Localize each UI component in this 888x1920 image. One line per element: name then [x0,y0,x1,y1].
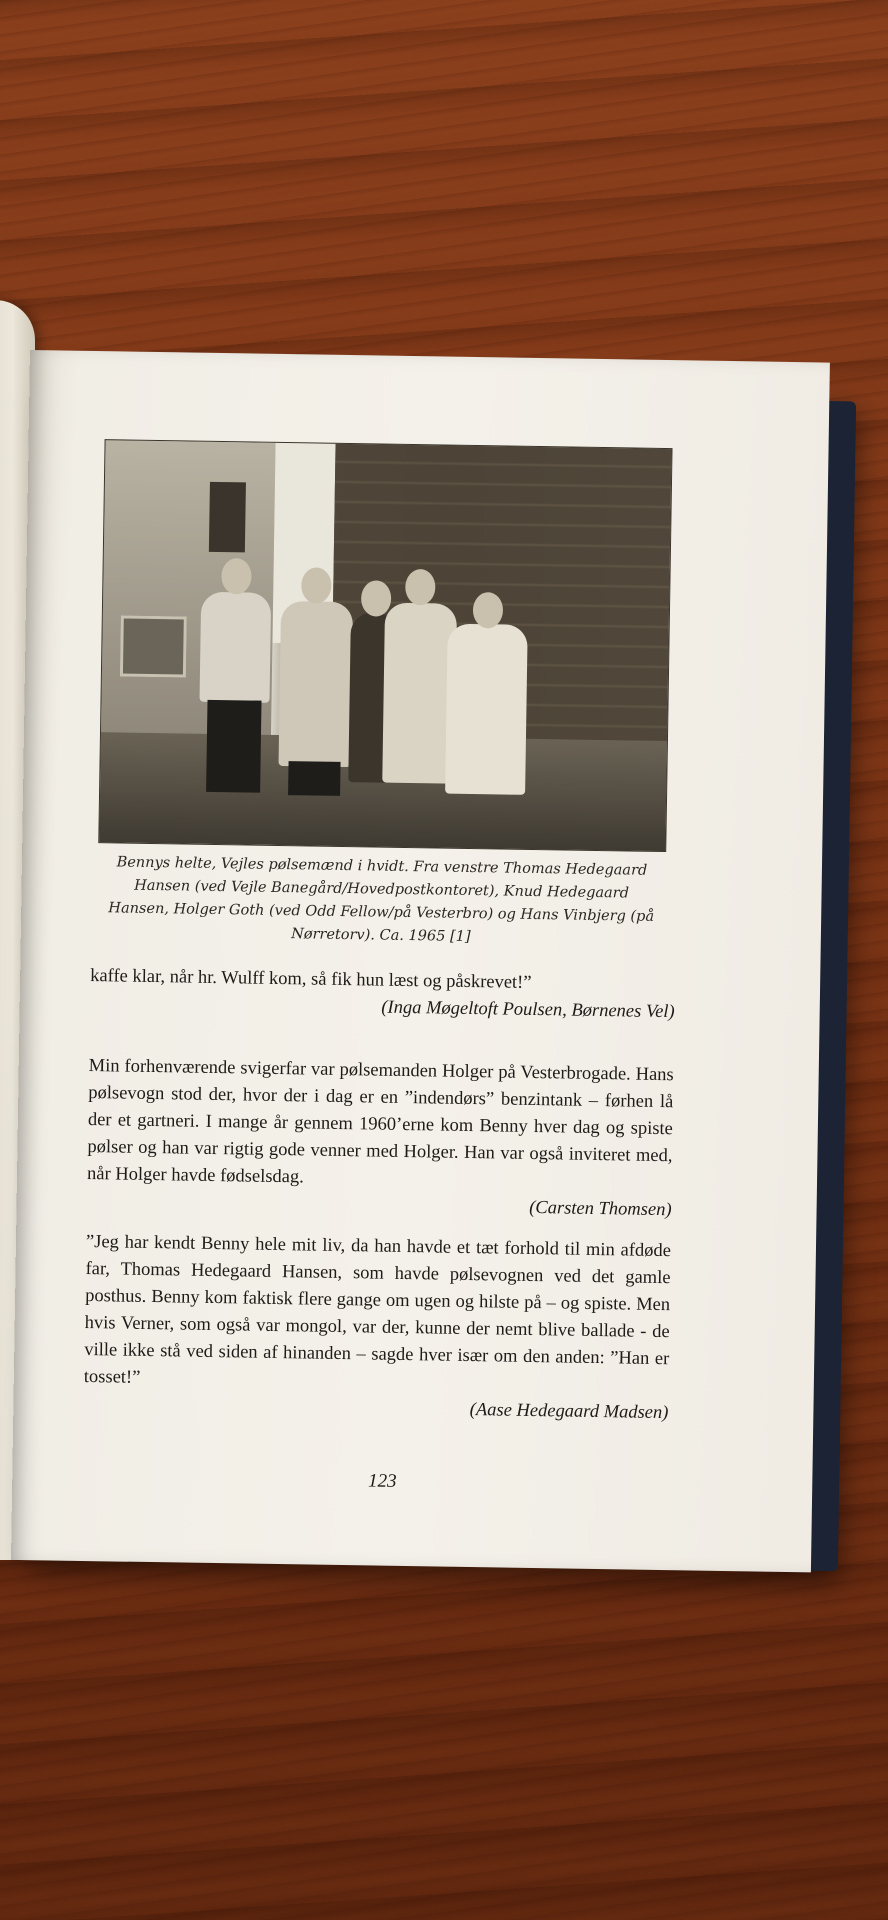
page-number: 123 [367,1470,397,1492]
photo-caption: Bennys helte, Vejles pølsemænd i hvidt. Fra venstre Thomas Hedegaard Hansen (ved Vejle Banegård/Hovedpostkontoret), Knud Hedegaard Hansen, Holger Goth (ved Odd Fellow/på Vesterbro) og Hans Vinbjerg (på Nørretorv). Ca. 1965 [1] [108,854,655,945]
quote-1-attribution: (Inga Møgeltoft Poulsen, Børnenes Vel) [381,997,675,1023]
quote-block-2 [86,1053,673,1224]
quote-3-attribution: (Aase Hedegaard Madsen) [469,1400,669,1424]
quote-3-text: ”Jeg har kendt Benny hele mit liv, da han havde et tæt forhold til min afdøde far, Thomas Hedegaard Hansen, som havde pølsevognen ved det gamle posthus. Benny kom faktisk flere gange om ugen og hilste på – og spiste. Men hvis Verner, som også var mongol, var der, kunne der nemt blive ballade - de ville ikke stå ved siden af hinanden – sagde hver især om den anden: ”Han er tosset!” [83,1231,672,1388]
quote-1-text: kaffe klar, når hr. Wulff kom, så fik hun læst og påskrevet!” [90,966,532,993]
quote-2-attribution: (Carsten Thomsen) [529,1197,672,1221]
book-page [11,350,830,1572]
quote-block-1 [90,963,676,1026]
quote-2-text: Min forhenværende svigerfar var pølsemanden Holger på Vesterbrogade. Hans pølsevogn stod der, hvor der i dag er en ”indendørs” benzintank – førhen lå der et gartneri. I mange år gennem 1960’erne kom Benny hver dag og spiste pølser og han var rigtig gode venner med Holger. Han var også inviteret med, når Holger havde fødselsdag. [86,1056,674,1188]
quote-block-3 [83,1229,671,1427]
group-photo [98,439,672,852]
